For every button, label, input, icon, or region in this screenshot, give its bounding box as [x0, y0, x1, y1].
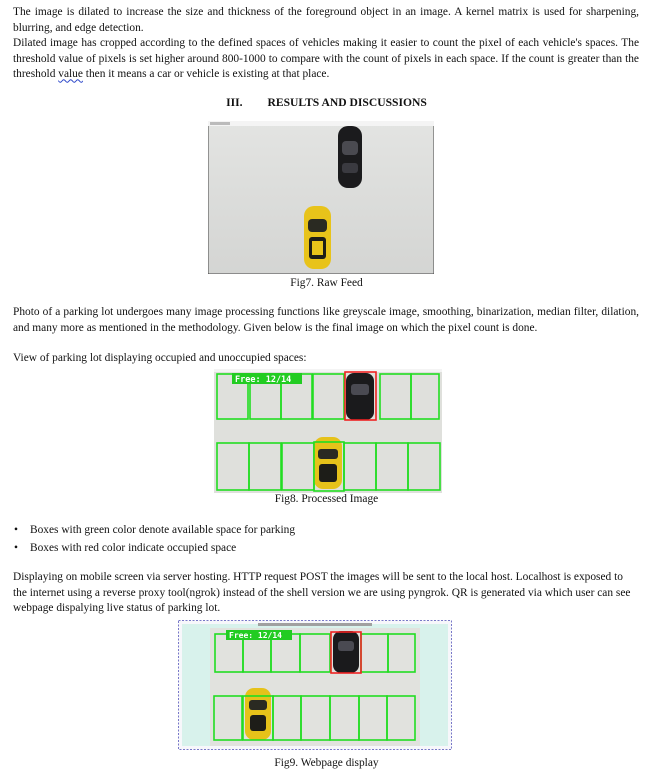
webpage-display-image — [178, 620, 452, 750]
free-count-label: Free: 12/14 — [235, 375, 292, 385]
occupied-yellow-car — [314, 437, 344, 491]
paragraph-processing: Photo of a parking lot undergoes many image processing functions like greyscale image, smoothing, binarization, median filter, dilation, and many more as mentioned in the methodology. Given below is the final image on which the pixel count is done. — [13, 306, 639, 334]
figure-webpage-display — [178, 620, 452, 750]
paragraph-dilation-sentence-1: The image is dilated to increase the size and thickness of the foreground object in an image. A kernel matrix is used for sharpening, blurring, and edge detection. — [13, 6, 639, 34]
figure-raw-feed — [208, 121, 434, 274]
misspelled-word: value — [58, 68, 83, 81]
occupied-black-car — [345, 372, 376, 420]
fig8-caption: Fig8. Processed Image — [274, 493, 379, 505]
paragraph-view: View of parking lot displaying occupied and unoccupied spaces: — [13, 352, 307, 364]
raw-feed-image — [208, 121, 434, 274]
yellow-car — [304, 206, 331, 269]
webpage-black-car — [331, 631, 361, 673]
black-car — [338, 126, 362, 188]
section-number: III. — [226, 96, 243, 109]
processed-image — [214, 369, 442, 493]
webpage-yellow-car — [243, 688, 273, 740]
figure-processed-image — [214, 369, 442, 493]
section-heading — [0, 96, 653, 109]
fig7-caption: Fig7. Raw Feed — [290, 277, 363, 289]
webpage-free-count-label: Free: 12/14 — [229, 631, 282, 640]
paragraph-dilation-sentence-3: then it means a car or vehicle is existing at that place. — [85, 68, 330, 81]
section-title: RESULTS AND DISCUSSIONS — [267, 96, 427, 109]
bullet-red-boxes: • Boxes with red color indicate occupied space — [13, 540, 295, 558]
fig9-caption: Fig9. Webpage display — [274, 757, 379, 769]
bullet-green-boxes: • Boxes with green color denote available space for parking — [13, 522, 295, 540]
bullet-list — [13, 522, 295, 557]
paragraph-dilation — [13, 5, 639, 83]
paragraph-dilation-sentence-2: Dilated image has cropped according to the defined spaces of vehicles making it easier to count the pixel of each vehicle's spaces. The threshold value of pixels is set higher around 800-1000 to compare with the count of pixels in each space. If the count is greater than the threshold — [13, 37, 639, 81]
paragraph-webpage: Displaying on mobile screen via server hosting. HTTP request POST the images will be sent to the local host. Localhost is exposed to the internet using a reverse proxy tool(ngrok) instead of the shell version we are using pyngrok. QR is generated via which user can see webpage dispalying live status of parking lot. — [13, 571, 631, 615]
